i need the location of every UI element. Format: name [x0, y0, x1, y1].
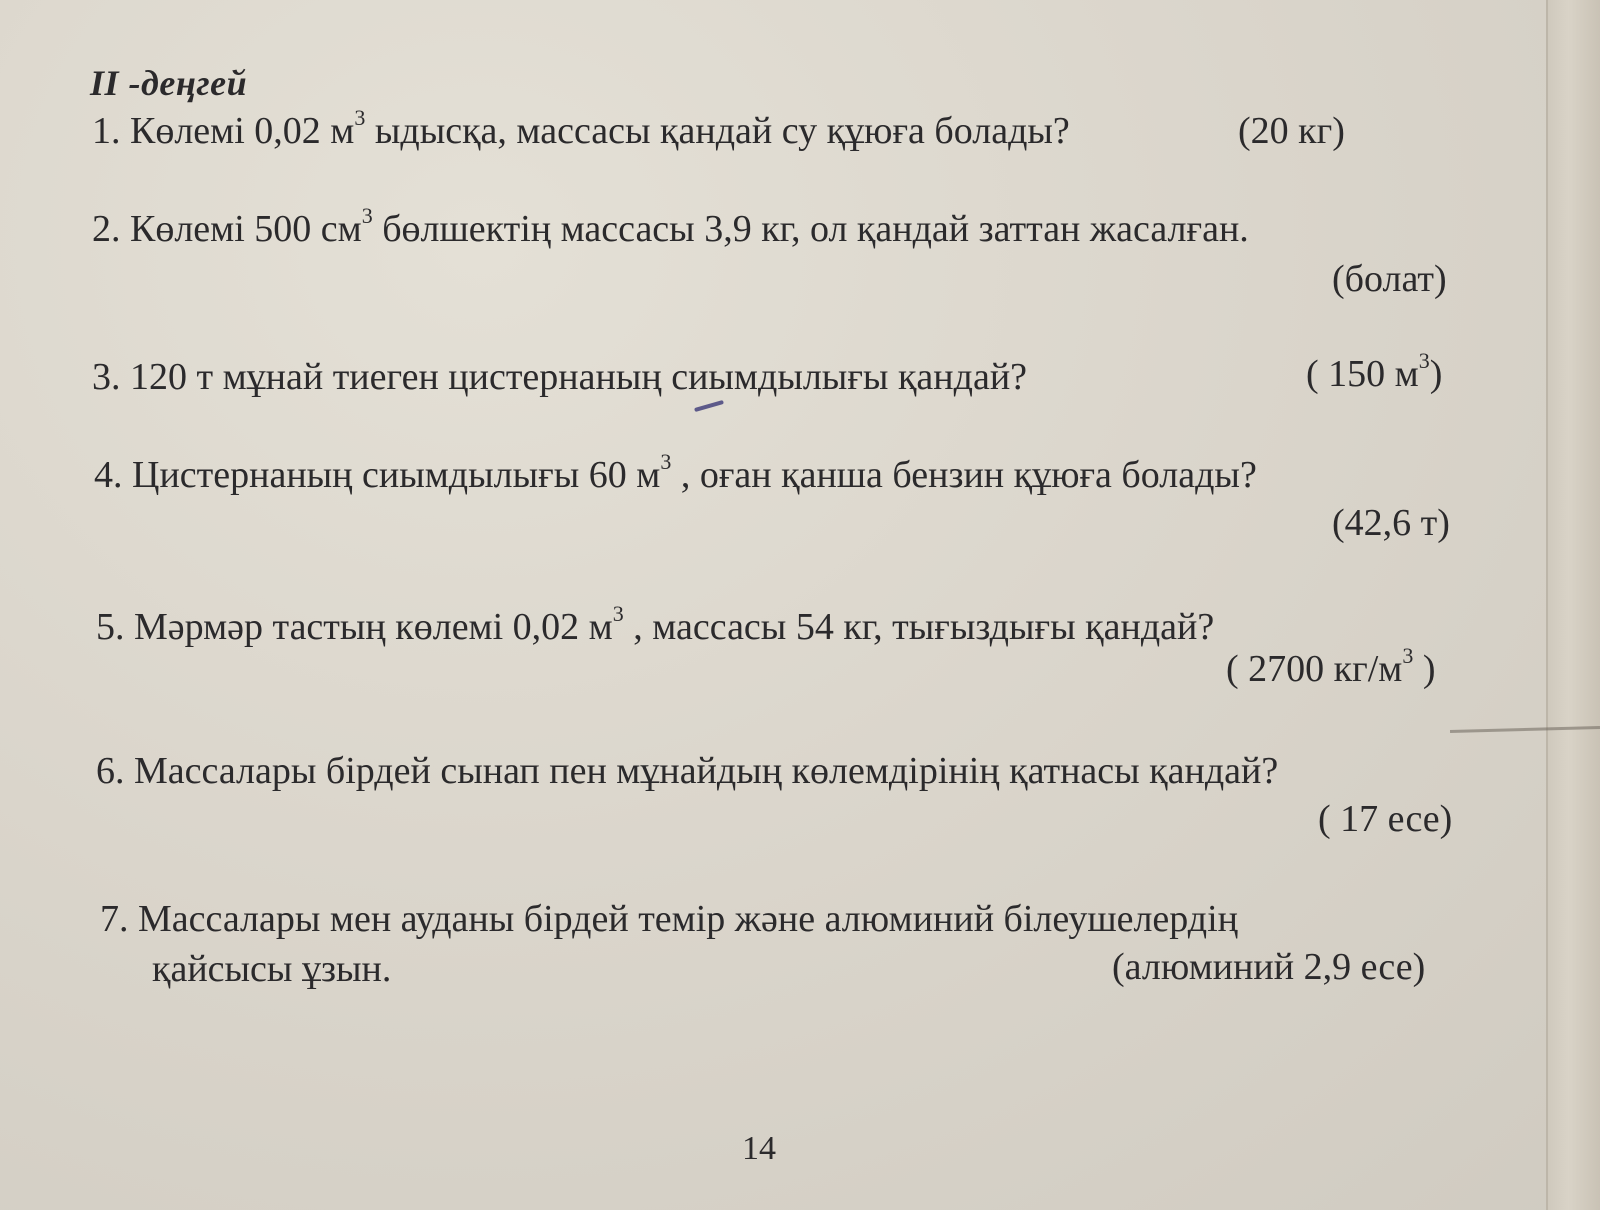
- problem-text: Мәрмәр тастың көлемі 0,02 м: [134, 606, 613, 648]
- problem-text: ыдысқа, массасы қандай су құюға болады?: [365, 110, 1070, 152]
- problem-text: , массасы 54 кг, тығыздығы қандай?: [623, 606, 1215, 648]
- problem-text: Көлемі 500 см: [130, 208, 362, 250]
- superscript: 3: [660, 449, 672, 474]
- problem-number: 6.: [96, 750, 125, 792]
- answer-2: (болат): [1332, 258, 1447, 300]
- pen-mark: [694, 400, 724, 412]
- superscript: 3: [1418, 348, 1430, 373]
- problem-1: [92, 105, 1070, 152]
- problem-number: 5.: [96, 606, 125, 648]
- book-gutter: [1546, 0, 1600, 1210]
- problem-text: Цистернаның сиымдылығы 60 м: [132, 454, 661, 496]
- answer-text: ( 150 м: [1306, 353, 1419, 395]
- problem-number: 2.: [92, 208, 121, 250]
- problem-text: бөлшектің массасы 3,9 кг, ол қандай заттан жасалған.: [372, 208, 1249, 250]
- problem-text: Массалары бірдей сынап пен мұнайдың көлемдірінің қатнасы қандай?: [134, 750, 1279, 792]
- superscript: 3: [612, 601, 624, 626]
- superscript: 3: [1402, 643, 1414, 668]
- superscript: 3: [354, 105, 366, 130]
- problem-text: Массалары мен ауданы бірдей темір және алюминий білеушелердің: [138, 898, 1238, 940]
- level-title: II -деңгей: [90, 63, 248, 103]
- answer-3: [1306, 348, 1443, 395]
- problem-text: , оған қанша бензин құюға болады?: [671, 454, 1257, 496]
- problem-number: 3.: [92, 356, 121, 398]
- answer-5: [1226, 643, 1436, 690]
- answer-1: (20 кг): [1238, 110, 1345, 152]
- problem-number: 7.: [100, 898, 129, 940]
- problem-text: Көлемі 0,02 м: [130, 110, 355, 152]
- problem-number: 4.: [94, 454, 123, 496]
- problem-7: [100, 900, 1238, 938]
- answer-text: ): [1429, 353, 1443, 395]
- problem-4: [94, 449, 1257, 496]
- superscript: 3: [361, 203, 373, 228]
- answer-7: (алюминий 2,9 есе): [1112, 946, 1426, 988]
- problem-5: [96, 601, 1215, 648]
- page-number: 14: [742, 1130, 776, 1167]
- problem-3: [92, 358, 1027, 396]
- problem-7-continuation: қайсысы ұзын.: [152, 948, 392, 990]
- problem-number: 1.: [92, 110, 121, 152]
- problem-2: [92, 203, 1249, 250]
- answer-text: ( 2700 кг/м: [1226, 648, 1403, 690]
- answer-6: ( 17 есе): [1318, 798, 1453, 840]
- answer-4: (42,6 т): [1332, 502, 1450, 544]
- problem-6: [96, 752, 1278, 790]
- answer-text: ): [1413, 648, 1436, 690]
- problem-text: 120 т мұнай тиеген цистернаның сиымдылығы қандай?: [130, 356, 1028, 398]
